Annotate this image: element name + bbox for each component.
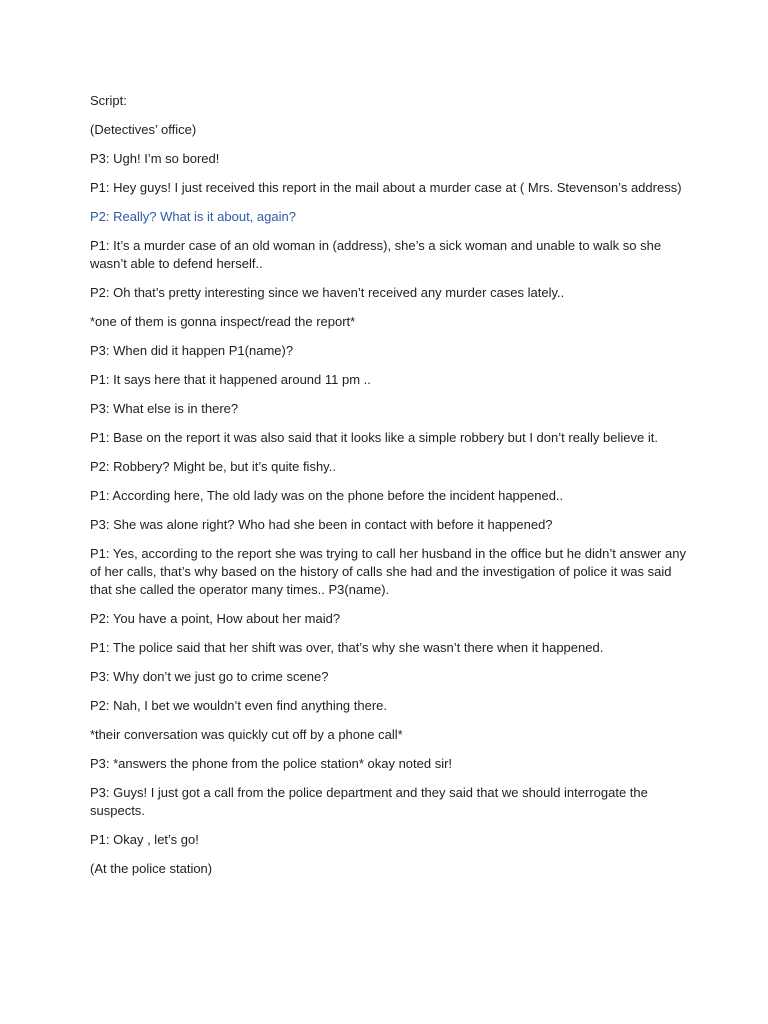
dialogue-line-highlighted: P2: Really? What is it about, again? — [90, 209, 296, 224]
stage-direction: *their conversation was quickly cut off by a phone call* — [90, 727, 403, 742]
dialogue-line: P3: Why don’t we just go to crime scene? — [90, 669, 329, 684]
script-heading: Script: — [90, 93, 127, 108]
dialogue-line: P3: She was alone right? Who had she been in contact with before it happened? — [90, 517, 553, 532]
dialogue-line: P1: According here, The old lady was on the phone before the incident happened.. — [90, 488, 564, 503]
script-body — [90, 92, 690, 889]
dialogue-line: P3: Guys! I just got a call from the police department and they said that we should interrogate the suspects. — [90, 785, 648, 818]
dialogue-line: P1: Yes, according to the report she was trying to call her husband in the office but he didn’t answer any of her calls, that’s why based on the history of calls she had and the investigation of police it was said that she called the operator many times.. P3(name). — [90, 546, 686, 597]
dialogue-line: P3: *answers the phone from the police station* okay noted sir! — [90, 756, 453, 771]
stage-direction: *one of them is gonna inspect/read the report* — [90, 314, 356, 329]
dialogue-line: P2: Robbery? Might be, but it’s quite fishy.. — [90, 459, 336, 474]
dialogue-line: P1: It says here that it happened around 11 pm .. — [90, 372, 371, 387]
stage-direction: (Detectives’ office) — [90, 122, 197, 137]
dialogue-line: P1: Okay , let’s go! — [90, 832, 199, 847]
dialogue-line: P1: It’s a murder case of an old woman in (address), she’s a sick woman and unable to walk so she wasn’t able to defend herself.. — [90, 238, 662, 271]
stage-direction: (At the police station) — [90, 861, 213, 876]
dialogue-line: P2: Oh that’s pretty interesting since we haven’t received any murder cases lately.. — [90, 285, 565, 300]
dialogue-line: P3: When did it happen P1(name)? — [90, 343, 294, 358]
dialogue-line: P2: You have a point, How about her maid? — [90, 611, 341, 626]
dialogue-line: P2: Nah, I bet we wouldn’t even find anything there. — [90, 698, 388, 713]
dialogue-line: P1: The police said that her shift was over, that’s why she wasn’t there when it happened. — [90, 640, 604, 655]
dialogue-line: P3: Ugh! I’m so bored! — [90, 151, 220, 166]
dialogue-line: P3: What else is in there? — [90, 401, 239, 416]
dialogue-line: P1: Hey guys! I just received this report in the mail about a murder case at ( Mrs. Stevenson’s address) — [90, 180, 682, 195]
dialogue-line: P1: Base on the report it was also said that it looks like a simple robbery but I don’t really believe it. — [90, 430, 658, 445]
